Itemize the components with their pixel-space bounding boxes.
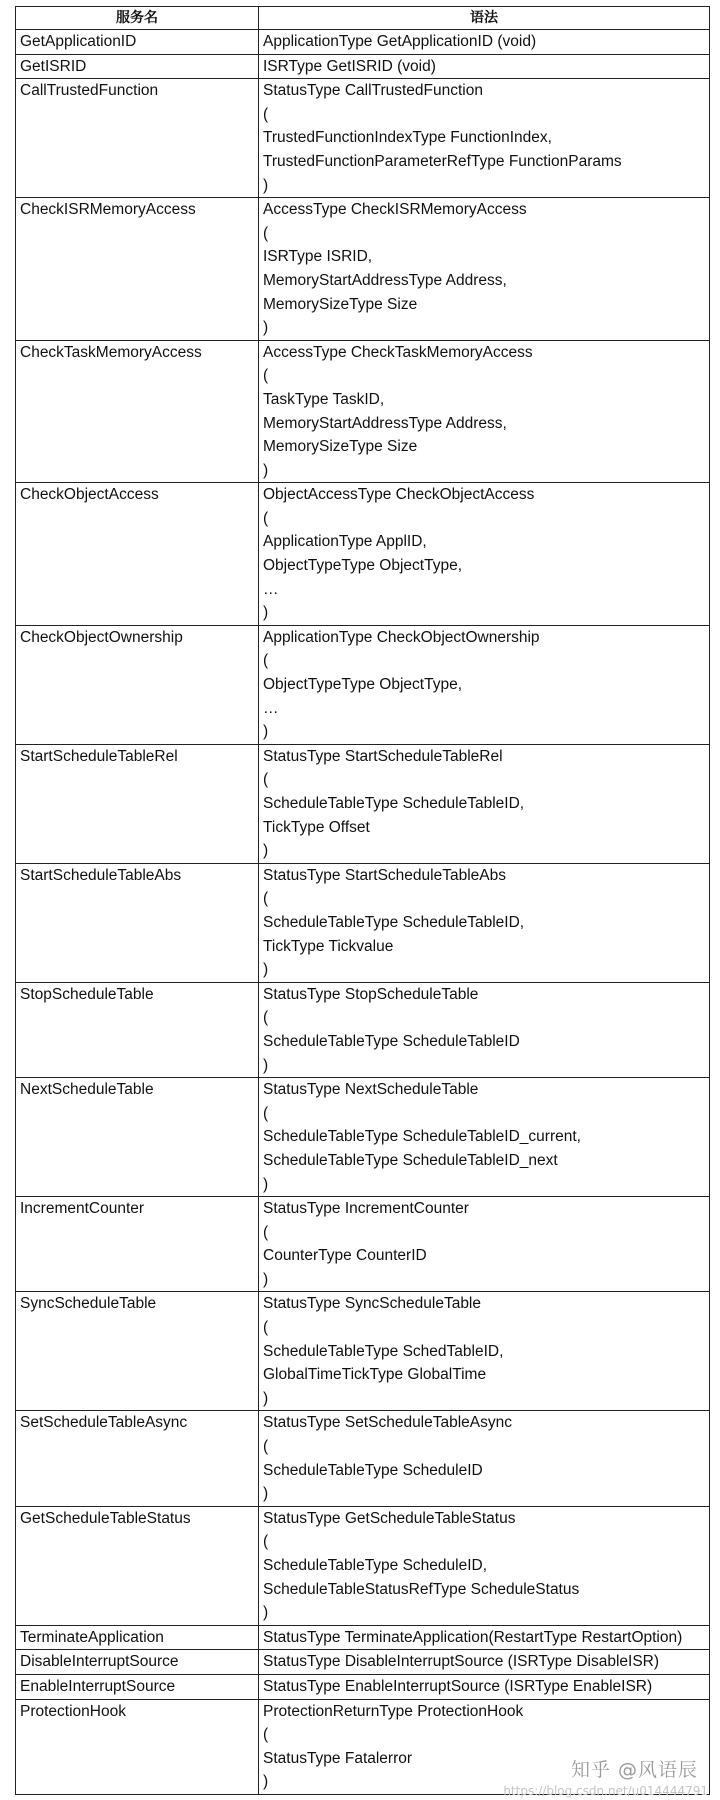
service-name: StartScheduleTableRel [20,747,178,765]
syntax-line: … [263,580,279,598]
service-name: GetScheduleTableStatus [20,1509,191,1527]
table-row [16,744,710,863]
watermark-url: https://blog.csdn.net/u014444791 [503,1784,708,1798]
syntax-line: AccessType CheckISRMemoryAccess [263,201,527,219]
table-row [16,1674,710,1699]
syntax-line: ) [263,1485,269,1503]
service-name: CheckISRMemoryAccess [20,201,196,219]
table-row [16,625,710,744]
syntax-line: GlobalTimeTickType GlobalTime [263,1366,487,1384]
table-row [16,1625,710,1650]
service-name-cell [16,1699,259,1794]
syntax-line: MemoryStartAddressType Address, [263,271,507,289]
service-name-cell [16,625,259,744]
syntax-line: ( [263,1104,269,1122]
syntax-line: ) [263,319,269,337]
service-name-cell [16,1411,259,1506]
service-name-cell [16,1292,259,1411]
syntax-line: ObjectTypeType ObjectType, [263,676,463,694]
syntax-line: ( [263,1726,269,1744]
syntax-line: ScheduleTableType ScheduleTableID, [263,913,525,931]
table-row [16,1078,710,1197]
syntax-line: TrustedFunctionIndexType FunctionIndex, [263,129,552,147]
service-name-cell [16,1674,259,1699]
syntax-line: ISRType ISRID, [263,248,373,266]
syntax-cell [259,1650,710,1675]
syntax-line: StatusType DisableInterruptSource (ISRType DisableISR) [263,1653,660,1671]
table-row [16,863,710,982]
service-name: CheckTaskMemoryAccess [20,343,202,361]
service-name-cell [16,79,259,198]
syntax-line: MemoryStartAddressType Address, [263,414,507,432]
service-name: DisableInterruptSource [20,1653,179,1671]
table-row [16,54,710,79]
syntax-line: ( [263,105,269,123]
syntax-line: ScheduleTableType SchedTableID, [263,1342,504,1360]
syntax-cell [259,1292,710,1411]
table-row [16,1506,710,1625]
service-name-cell [16,863,259,982]
syntax-cell [259,340,710,483]
syntax-line: MemorySizeType Size [263,295,418,313]
syntax-line: ApplicationType GetApplicationID (void) [263,33,537,50]
table-row [16,483,710,626]
service-name: CheckObjectOwnership [20,628,183,646]
syntax-line: ( [263,367,269,385]
service-name: CheckObjectAccess [20,486,159,504]
table-row [16,982,710,1077]
service-name: CallTrustedFunction [20,82,159,100]
service-name-cell [16,483,259,626]
syntax-line: ApplicationType ApplID, [263,533,427,551]
syntax-line: TrustedFunctionParameterRefType FunctionParams [263,152,622,170]
syntax-line: ( [263,1319,269,1337]
table-row [16,30,710,55]
syntax-line: TickType Offset [263,818,370,836]
header-syntax: 语法 [259,7,710,30]
service-name-cell [16,1197,259,1292]
header-service-name: 服务名 [16,7,259,30]
syntax-line: ScheduleTableType ScheduleID, [263,1557,488,1574]
table-row [16,1292,710,1411]
service-name: GetISRID [20,57,87,75]
service-name-cell [16,1078,259,1197]
table-header-row [16,7,710,30]
service-name-cell [16,54,259,79]
syntax-line: ObjectTypeType ObjectType, [263,557,463,575]
syntax-line: ( [263,509,269,527]
syntax-line: ScheduleTableStatusRefType ScheduleStatus [263,1580,580,1598]
syntax-cell [259,863,710,982]
syntax-cell [259,1411,710,1506]
syntax-line: ) [263,604,269,622]
syntax-cell [259,1078,710,1197]
table-row [16,1197,710,1292]
service-name-cell [16,982,259,1077]
syntax-line: StatusType Fatalerror [263,1749,413,1767]
syntax-cell [259,625,710,744]
syntax-cell [259,483,710,626]
syntax-line: ( [263,1009,269,1027]
syntax-line: StatusType StopScheduleTable [263,985,479,1003]
syntax-cell [259,198,710,341]
service-name: EnableInterruptSource [20,1677,176,1695]
syntax-line: ( [263,1223,269,1241]
service-name-cell [16,1506,259,1625]
syntax-line: ScheduleTableType ScheduleTableID [263,1032,520,1050]
syntax-cell [259,1674,710,1699]
watermark-text: 知乎 @风语辰 [570,1759,698,1781]
syntax-line: … [263,699,279,717]
service-name-cell [16,1625,259,1650]
syntax-cell [259,1197,710,1292]
syntax-cell [259,1506,710,1625]
syntax-line: ) [263,1773,269,1791]
table-body [16,30,710,1795]
syntax-line: ( [263,890,269,908]
syntax-line: ApplicationType CheckObjectOwnership [263,628,540,646]
service-name-cell [16,198,259,341]
syntax-cell [259,982,710,1077]
table-row [16,198,710,341]
syntax-line: ScheduleTableType ScheduleID [263,1461,483,1479]
service-name: TerminateApplication [20,1628,164,1646]
syntax-line: ) [263,842,269,860]
os-service-table [15,6,710,1795]
service-name: IncrementCounter [20,1200,145,1218]
service-name: StartScheduleTableAbs [20,866,182,884]
syntax-line: ) [263,461,269,479]
service-name: StopScheduleTable [20,985,154,1003]
syntax-line: ) [263,1270,269,1288]
syntax-line: StatusType GetScheduleTableStatus [263,1509,516,1527]
syntax-line: AccessType CheckTaskMemoryAccess [263,343,533,361]
table-row [16,1411,710,1506]
service-name: NextScheduleTable [20,1081,154,1099]
syntax-line: ) [263,1175,269,1193]
service-name-cell [16,1650,259,1675]
syntax-line: StatusType IncrementCounter [263,1200,469,1218]
service-name-cell [16,744,259,863]
syntax-line: ) [263,1056,269,1074]
syntax-cell [259,1625,710,1650]
syntax-line: StatusType SetScheduleTableAsync [263,1414,513,1432]
table-row [16,79,710,198]
syntax-line: StatusType NextScheduleTable [263,1081,479,1099]
syntax-line: ) [263,961,269,979]
syntax-line: ( [263,771,269,789]
syntax-line: StatusType StartScheduleTableRel [263,747,503,765]
syntax-line: TickType Tickvalue [263,937,394,955]
syntax-line: ScheduleTableType ScheduleTableID, [263,795,525,812]
syntax-line: MemorySizeType Size [263,438,418,456]
syntax-line: CounterType CounterID [263,1247,427,1265]
syntax-line: ISRType GetISRID (void) [263,57,436,75]
service-name: SyncScheduleTable [20,1295,157,1313]
syntax-line: ( [263,1438,269,1456]
syntax-cell [259,30,710,55]
syntax-line: ) [263,723,269,741]
table-row [16,1650,710,1675]
syntax-line: StatusType SyncScheduleTable [263,1295,481,1313]
syntax-line: ( [263,224,269,242]
syntax-line: ) [263,176,269,194]
syntax-line: StatusType StartScheduleTableAbs [263,866,506,884]
syntax-line: ) [263,1604,269,1622]
syntax-line: ProtectionReturnType ProtectionHook [263,1702,524,1720]
syntax-line: ScheduleTableType ScheduleTableID_current, [263,1128,581,1146]
table-row [16,340,710,483]
syntax-line: ) [263,1389,269,1407]
syntax-line: StatusType TerminateApplication(RestartType RestartOption) [263,1628,683,1646]
document-page [15,6,709,1795]
syntax-cell [259,744,710,863]
syntax-line: ( [263,1533,269,1551]
service-name-cell [16,30,259,55]
syntax-cell [259,54,710,79]
service-name: ProtectionHook [20,1702,126,1720]
syntax-cell [259,79,710,198]
syntax-line: ScheduleTableType ScheduleTableID_next [263,1151,558,1169]
syntax-line: StatusType EnableInterruptSource (ISRType EnableISR) [263,1677,653,1695]
service-name-cell [16,340,259,483]
syntax-line: TaskType TaskID, [263,390,385,408]
service-name: SetScheduleTableAsync [20,1414,188,1432]
syntax-line: ( [263,652,269,670]
syntax-line: ObjectAccessType CheckObjectAccess [263,486,535,504]
service-name: GetApplicationID [20,33,137,50]
syntax-line: StatusType CallTrustedFunction [263,82,483,100]
